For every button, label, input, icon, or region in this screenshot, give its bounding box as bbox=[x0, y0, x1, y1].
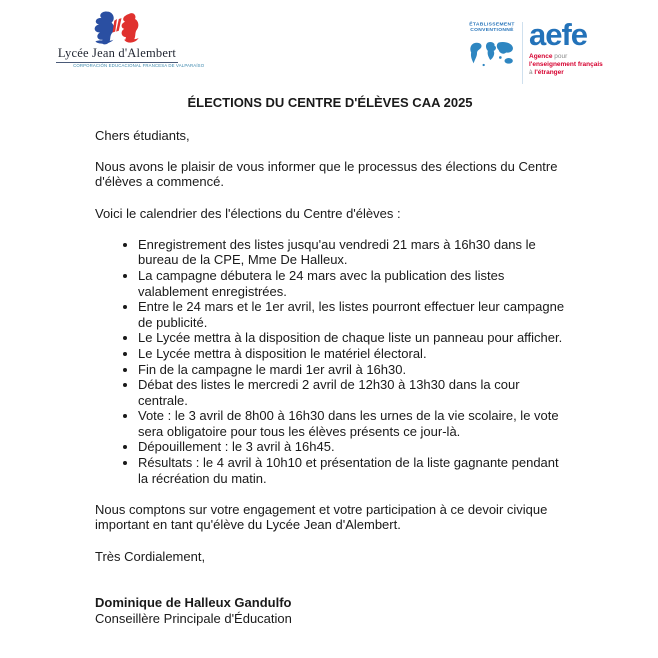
calendar-item: • Vote : le 3 avril de 8h00 à 16h30 dans les urnes de la vie scolaire, le vote sera obligatoire pour tous les élèves présents ce jour-là. bbox=[138, 408, 565, 439]
aefe-tagline: Agence pour l'enseignement français à l'étranger bbox=[529, 53, 603, 76]
calendar-item: • La campagne débutera le 24 mars avec la publication des listes valablement enregistrées. bbox=[138, 268, 565, 299]
school-logo bbox=[56, 10, 205, 70]
calendar-item: • Entre le 24 mars et le 1er avril, les listes pourront effectuer leur campagne de publicité. bbox=[138, 299, 565, 330]
school-name: Lycée Jean d'Alembert bbox=[56, 46, 178, 63]
signature-title: Conseillère Principale d'Éducation bbox=[95, 610, 292, 626]
calendar-item: • Débat des listes le mercredi 2 avril de 12h30 à 13h30 dans la cour centrale. bbox=[138, 377, 565, 408]
school-subtitle: CORPORACIÓN EDUCACIONAL FRANCESA DE VALPARAÍSO bbox=[73, 64, 205, 69]
valediction: Très Cordialement, bbox=[95, 548, 206, 564]
calendar-item: • Le Lycée mettra à la disposition de chaque liste un panneau pour afficher. bbox=[138, 330, 565, 346]
aefe-established-label: ÉTABLISSEMENT CONVENTIONNÉ bbox=[469, 22, 515, 33]
calendar-item: • Dépouillement : le 3 avril à 16h45. bbox=[138, 439, 565, 455]
signature-name: Dominique de Halleux Gandulfo bbox=[95, 595, 292, 611]
closing-paragraph: Nous comptons sur votre engagement et votre participation à ce devoir civique important en tant qu'élève du Lycée Jean d'Alembert. bbox=[95, 501, 548, 533]
calendar-intro: Voici le calendrier des l'élections du Centre d'élèves : bbox=[95, 205, 401, 221]
calendar-item: • Fin de la campagne le mardi 1er avril à 16h30. bbox=[138, 362, 565, 378]
letter-title: ÉLECTIONS DU CENTRE D'ÉLÈVES CAA 2025 bbox=[187, 95, 473, 110]
aefe-logo bbox=[464, 17, 612, 86]
salutation: Chers étudiants, bbox=[95, 127, 190, 143]
calendar-item: • Résultats : le 4 avril à 10h10 et présentation de la liste gagnante pendant la récréation du matin. bbox=[138, 455, 565, 486]
school-emblem-icon bbox=[88, 10, 146, 46]
calendar-list bbox=[95, 237, 565, 487]
aefe-logo-divider bbox=[522, 22, 523, 84]
intro-paragraph: Nous avons le plaisir de vous informer que le processus des élections du Centre d'élèves a commencé. bbox=[95, 158, 558, 190]
aefe-brand: aefe bbox=[529, 17, 588, 52]
letter-body bbox=[95, 95, 565, 626]
document-header bbox=[0, 0, 658, 92]
world-map-icon bbox=[467, 39, 517, 71]
calendar-item: • Le Lycée mettra à disposition le matériel électoral. bbox=[138, 346, 565, 362]
calendar-item: • Enregistrement des listes jusqu'au vendredi 21 mars à 16h30 dans le bureau de la CPE, Mme De Halleux. bbox=[138, 237, 565, 268]
